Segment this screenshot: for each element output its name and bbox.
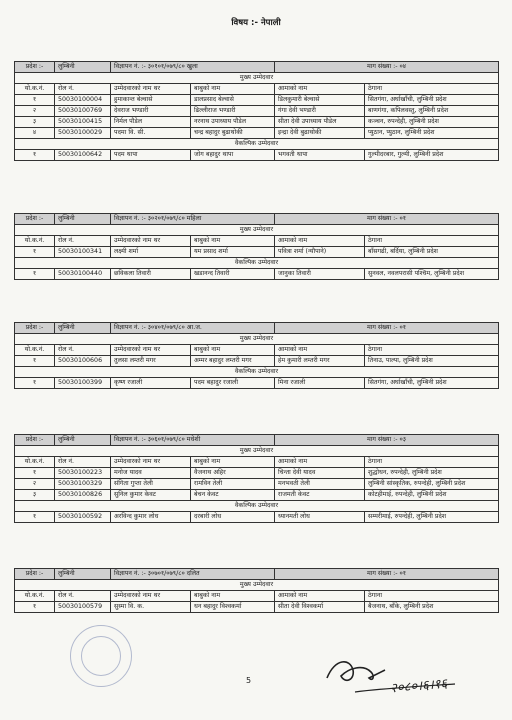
- cell-mother: गंगा देवी भण्डारी: [275, 106, 365, 117]
- cell-address: लुम्बिनी सांस्कृतिक, रुपन्देही, लुम्बिनी प्रदेश: [365, 479, 499, 490]
- cell-father: जोग बहादुर थापा: [191, 150, 275, 161]
- cell-roll: 50030100004: [55, 95, 111, 106]
- cell-sn: १: [15, 269, 55, 280]
- section-header-row: [15, 569, 499, 580]
- alternate-candidates-label: वैकल्पिक उम्मेदवार: [15, 367, 499, 378]
- column-header-address: ठेगाना: [365, 591, 499, 602]
- cell-sn: १: [15, 150, 55, 161]
- advertisement-number: विज्ञापन नं. :- ३०६०१/०७९/८० मधेशी: [111, 435, 275, 446]
- main-candidates-label-row: [15, 73, 499, 84]
- signature-date: २०८०।६।१६: [389, 676, 448, 697]
- main-candidate-row: [15, 128, 499, 139]
- main-candidate-row: [15, 247, 499, 258]
- column-header-row: [15, 591, 499, 602]
- cell-sn: ४: [15, 128, 55, 139]
- cell-sn: २: [15, 106, 55, 117]
- cell-name: तुलसा लम्तरी मगर: [111, 356, 191, 367]
- cell-mother: हेम कुमारी लम्तरी मगर: [275, 356, 365, 367]
- column-header-sn: यो.क.नं.: [15, 84, 55, 95]
- cell-father: ढिल्लीराज भण्डारी: [191, 106, 275, 117]
- alternate-candidates-label-row: [15, 139, 499, 150]
- cell-father: अम्मर बहादुर लम्तरी मगर: [191, 356, 275, 367]
- alternate-candidate-row: [15, 269, 499, 280]
- vacancy-section: [14, 213, 498, 280]
- cell-roll: 50030100769: [55, 106, 111, 117]
- cell-father: पदम बहादुर रजाली: [191, 378, 275, 389]
- cell-sn: ३: [15, 117, 55, 128]
- alternate-candidate-row: [15, 150, 499, 161]
- alternate-candidate-row: [15, 512, 499, 523]
- cell-address: बैजनाथ, बाँके, लुम्बिनी प्रदेश: [365, 602, 499, 613]
- main-candidate-row: [15, 490, 499, 501]
- cell-sn: २: [15, 479, 55, 490]
- cell-address: गुल्मीदरबार, गुल्मी, लुम्बिनी प्रदेश: [365, 150, 499, 161]
- cell-roll: 50030100329: [55, 479, 111, 490]
- cell-address: सितगंगा, अर्घाखाँची, लुम्बिनी प्रदेश: [365, 378, 499, 389]
- province-label: प्रदेश :-: [15, 62, 55, 73]
- advertisement-number: विज्ञापन नं. :- ३०२०१/०७९/८० महिला: [111, 214, 275, 225]
- column-header-father: बाबुको नाम: [191, 345, 275, 356]
- column-header-address: ठेगाना: [365, 236, 499, 247]
- advertisement-number: विज्ञापन नं. :- ३०४०१/०७९/८० आ.ज.: [111, 323, 275, 334]
- province-label: प्रदेश :-: [15, 323, 55, 334]
- cell-roll: 50030100415: [55, 117, 111, 128]
- cell-sn: १: [15, 512, 55, 523]
- column-header-father: बाबुको नाम: [191, 591, 275, 602]
- cell-name: देवराज भण्डारी: [111, 106, 191, 117]
- province-name: लुम्बिनी: [55, 569, 111, 580]
- cell-sn: १: [15, 95, 55, 106]
- advertisement-number: विज्ञापन नं. :- ३०१०१/०७९/८० खुला: [111, 62, 275, 73]
- vacancy-section: [14, 568, 498, 613]
- province-name: लुम्बिनी: [55, 323, 111, 334]
- main-candidates-label-row: [15, 334, 499, 345]
- cell-mother: सीता देवी विश्वकर्मा: [275, 602, 365, 613]
- demand-count: माग संख्या :- ०१: [275, 569, 499, 580]
- page-number: 5: [246, 676, 252, 685]
- cell-address: तिनाउ, पाल्पा, लुम्बिनी प्रदेश: [365, 356, 499, 367]
- province-name: लुम्बिनी: [55, 62, 111, 73]
- column-header-address: ठेगाना: [365, 84, 499, 95]
- alternate-candidate-row: [15, 378, 499, 389]
- main-candidate-row: [15, 356, 499, 367]
- cell-address: शुद्धोधन, रुपन्देही, लुम्बिनी प्रदेश: [365, 468, 499, 479]
- demand-count: माग संख्या :- ०३: [275, 435, 499, 446]
- cell-address: सम्मरीमाई, रुपन्देही, लुम्बिनी प्रदेश: [365, 512, 499, 523]
- cell-roll: 50030100826: [55, 490, 111, 501]
- section-header-row: [15, 323, 499, 334]
- cell-name: लक्ष्मी शर्मा: [111, 247, 191, 258]
- cell-roll: 50030100399: [55, 378, 111, 389]
- cell-sn: १: [15, 468, 55, 479]
- cell-address: कोटहीमाई, रुपन्देही, लुम्बिनी प्रदेश: [365, 490, 499, 501]
- advertisement-number: विज्ञापन नं. :- ३०७०१/०७९/८० दलित: [111, 569, 275, 580]
- cell-father: यम प्रसाद शर्मा: [191, 247, 275, 258]
- cell-father: दरबारी लोध: [191, 512, 275, 523]
- alternate-candidates-label-row: [15, 258, 499, 269]
- cell-roll: 50030100606: [55, 356, 111, 367]
- cell-name: सुस्मा वि. क.: [111, 602, 191, 613]
- cell-address: बाँसगढी, बर्दिया, लुम्बिनी प्रदेश: [365, 247, 499, 258]
- column-header-mother: आमाको नाम: [275, 591, 365, 602]
- cell-father: बेचन केवट: [191, 490, 275, 501]
- main-candidates-label-row: [15, 225, 499, 236]
- cell-roll: 50030100440: [55, 269, 111, 280]
- vacancy-section: [14, 61, 498, 161]
- cell-name: कृष्ण रजाली: [111, 378, 191, 389]
- province-label: प्रदेश :-: [15, 569, 55, 580]
- cell-father: नरनाथ उपाध्याय पौडेल: [191, 117, 275, 128]
- column-header-roll: रोल नं.: [55, 591, 111, 602]
- cell-name: पदम थापा: [111, 150, 191, 161]
- cell-mother: राजमती केवट: [275, 490, 365, 501]
- cell-mother: ध्यानमती लोध: [275, 512, 365, 523]
- province-label: प्रदेश :-: [15, 214, 55, 225]
- main-candidates-label-row: [15, 580, 499, 591]
- demand-count: माग संख्या :- ०४: [275, 62, 499, 73]
- column-header-row: [15, 457, 499, 468]
- column-header-mother: आमाको नाम: [275, 236, 365, 247]
- main-candidate-row: [15, 106, 499, 117]
- cell-mother: इन्द्रा देवी बुढाथोकी: [275, 128, 365, 139]
- cell-mother: भगवती थापा: [275, 150, 365, 161]
- main-candidate-row: [15, 468, 499, 479]
- cell-sn: १: [15, 356, 55, 367]
- cell-father: डालप्रसाद बेल्वासे: [191, 95, 275, 106]
- cell-roll: 50030100341: [55, 247, 111, 258]
- cell-name: छविकला तिवारी: [111, 269, 191, 280]
- cell-address: बाणगंगा, कपिलवस्तु, लुम्बिनी प्रदेश: [365, 106, 499, 117]
- alternate-candidates-label: वैकल्पिक उम्मेदवार: [15, 139, 499, 150]
- alternate-candidates-label: वैकल्पिक उम्मेदवार: [15, 258, 499, 269]
- column-header-address: ठेगाना: [365, 457, 499, 468]
- column-header-roll: रोल नं.: [55, 457, 111, 468]
- cell-mother: मनभवती तेली: [275, 479, 365, 490]
- column-header-name: उम्मेदवारको नाम थर: [111, 84, 191, 95]
- column-header-sn: यो.क.नं.: [15, 591, 55, 602]
- column-header-roll: रोल नं.: [55, 345, 111, 356]
- main-candidates-label: मुख्य उम्मेदवार: [15, 334, 499, 345]
- column-header-name: उम्मेदवारको नाम थर: [111, 345, 191, 356]
- vacancy-section: [14, 434, 498, 523]
- cell-sn: ३: [15, 490, 55, 501]
- cell-roll: 50030100223: [55, 468, 111, 479]
- cell-mother: चिन्ता देवी यादव: [275, 468, 365, 479]
- column-header-mother: आमाको नाम: [275, 84, 365, 95]
- cell-roll: 50030100642: [55, 150, 111, 161]
- column-header-father: बाबुको नाम: [191, 236, 275, 247]
- cell-sn: १: [15, 378, 55, 389]
- cell-address: प्युठान, प्युठान, लुम्बिनी प्रदेश: [365, 128, 499, 139]
- alternate-candidates-label: वैकल्पिक उम्मेदवार: [15, 501, 499, 512]
- alternate-candidates-label-row: [15, 367, 499, 378]
- cell-address: सुनवल, नवलपरासी पश्चिम, लुम्बिनी प्रदेश: [365, 269, 499, 280]
- main-candidates-label: मुख्य उम्मेदवार: [15, 73, 499, 84]
- cell-mother: डिलकुमारी बेल्वासे: [275, 95, 365, 106]
- vacancy-section: [14, 322, 498, 389]
- column-header-name: उम्मेदवारको नाम थर: [111, 591, 191, 602]
- column-header-sn: यो.क.नं.: [15, 345, 55, 356]
- cell-name: हुमाकान्त बेल्वासे: [111, 95, 191, 106]
- demand-count: माग संख्या :- ०१: [275, 323, 499, 334]
- section-header-row: [15, 62, 499, 73]
- main-candidates-label: मुख्य उम्मेदवार: [15, 225, 499, 236]
- column-header-row: [15, 84, 499, 95]
- column-header-sn: यो.क.नं.: [15, 457, 55, 468]
- main-candidates-label-row: [15, 446, 499, 457]
- column-header-mother: आमाको नाम: [275, 345, 365, 356]
- cell-roll: 50030100592: [55, 512, 111, 523]
- cell-roll: 50030100579: [55, 602, 111, 613]
- cell-father: धन बहादुर विश्वकर्मा: [191, 602, 275, 613]
- column-header-name: उम्मेदवारको नाम थर: [111, 457, 191, 468]
- cell-mother: सीता देवी उपाध्याय पौडेल: [275, 117, 365, 128]
- demand-count: माग संख्या :- ०१: [275, 214, 499, 225]
- section-header-row: [15, 435, 499, 446]
- cell-father: रामविन तेली: [191, 479, 275, 490]
- column-header-row: [15, 345, 499, 356]
- cell-name: अरविन्द कुमार लोध: [111, 512, 191, 523]
- cell-name: संगिता गुप्ता तेली: [111, 479, 191, 490]
- column-header-name: उम्मेदवारको नाम थर: [111, 236, 191, 247]
- cell-sn: १: [15, 602, 55, 613]
- column-header-mother: आमाको नाम: [275, 457, 365, 468]
- column-header-father: बाबुको नाम: [191, 84, 275, 95]
- document-subject: विषय :- नेपाली: [231, 18, 281, 28]
- main-candidates-label: मुख्य उम्मेदवार: [15, 446, 499, 457]
- cell-sn: १: [15, 247, 55, 258]
- cell-father: खडानन्द तिवारी: [191, 269, 275, 280]
- main-candidate-row: [15, 602, 499, 613]
- cell-name: सुनिल कुमार केवट: [111, 490, 191, 501]
- cell-name: पदमा वि. सी.: [111, 128, 191, 139]
- alternate-candidates-label-row: [15, 501, 499, 512]
- cell-mother: जानुका तिवारी: [275, 269, 365, 280]
- main-candidate-row: [15, 117, 499, 128]
- cell-father: चन्द्र बहादुर बुढाथोकी: [191, 128, 275, 139]
- cell-address: सितगंगा, अर्घाखाँची, लुम्बिनी प्रदेश: [365, 95, 499, 106]
- cell-mother: मिना रजाली: [275, 378, 365, 389]
- province-name: लुम्बिनी: [55, 214, 111, 225]
- office-seal: [70, 625, 132, 687]
- main-candidate-row: [15, 95, 499, 106]
- main-candidates-label: मुख्य उम्मेदवार: [15, 580, 499, 591]
- column-header-sn: यो.क.नं.: [15, 236, 55, 247]
- column-header-roll: रोल नं.: [55, 84, 111, 95]
- main-candidate-row: [15, 479, 499, 490]
- cell-name: मनोज यादव: [111, 468, 191, 479]
- column-header-father: बाबुको नाम: [191, 457, 275, 468]
- section-header-row: [15, 214, 499, 225]
- column-header-row: [15, 236, 499, 247]
- cell-name: निर्मल पौडेल: [111, 117, 191, 128]
- province-name: लुम्बिनी: [55, 435, 111, 446]
- column-header-address: ठेगाना: [365, 345, 499, 356]
- province-label: प्रदेश :-: [15, 435, 55, 446]
- cell-roll: 50030100029: [55, 128, 111, 139]
- cell-address: कञ्चन, रुपन्देही, लुम्बिनी प्रदेश: [365, 117, 499, 128]
- cell-mother: पवित्रा शर्मा (न्यौपाने): [275, 247, 365, 258]
- cell-father: वैजनाथ अहिर: [191, 468, 275, 479]
- column-header-roll: रोल नं.: [55, 236, 111, 247]
